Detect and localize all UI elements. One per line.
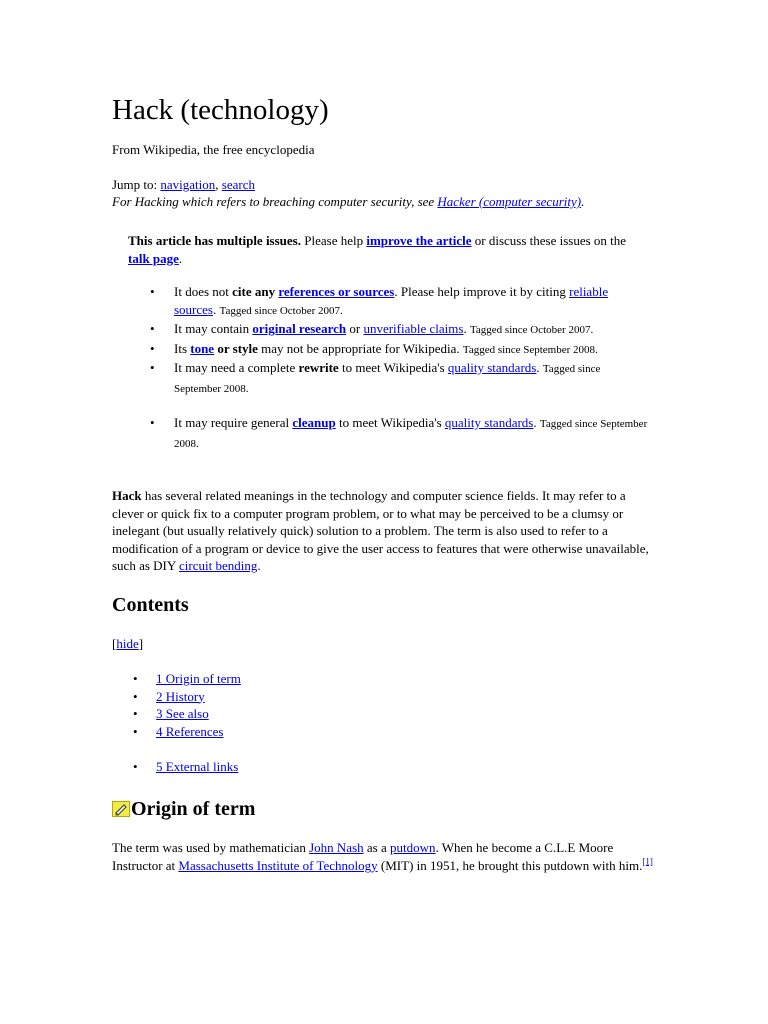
jump-to	[112, 176, 255, 194]
issues-text-1: Please help	[301, 233, 367, 248]
issue-item	[150, 340, 650, 360]
original-research-link[interactable]: original research	[252, 321, 347, 336]
quality-standards-link[interactable]: quality standards	[444, 415, 534, 430]
hatnote	[112, 193, 632, 211]
origin-text: as a	[363, 840, 390, 855]
issue-text: to meet Wikipedia's	[335, 415, 445, 430]
toc-link-history[interactable]: 2 History	[156, 688, 205, 704]
issue-bold: or style	[214, 340, 258, 356]
origin-heading-text: Origin of term	[131, 798, 256, 820]
origin-text: . When he become a C.L.E Moore Instructor at	[112, 840, 614, 873]
issue-tag: Tagged since October 2007.	[469, 324, 594, 336]
edit-icon[interactable]	[112, 798, 130, 814]
contents-heading: Contents	[112, 594, 189, 616]
issue-text: . Please help improve it by citing	[394, 284, 570, 299]
reference-1-link[interactable]: [1]	[642, 856, 653, 867]
issue-bold: rewrite	[298, 360, 339, 375]
issue-text: to meet Wikipedia's	[338, 360, 448, 375]
bracket-close: ]	[138, 636, 144, 651]
toc-item	[133, 670, 433, 688]
jump-prefix: Jump to:	[112, 177, 161, 192]
toc-item	[133, 688, 433, 706]
issue-tag: Tagged since September 2008.	[174, 418, 648, 450]
origin-heading	[112, 796, 255, 822]
issues-text-2: or discuss these issues on the	[471, 233, 627, 248]
lead-text: has several related meanings in the technology and computer science fields. It may refer to a clever or quick fix to a computer program problem, or to what may be perceived to be a clumsy or inelegant (but usually relatively quick) solution to a problem. The term is also used to refer to a modification of a program or device to give the user access to features that were otherwise unavailable, such as DIY	[112, 488, 649, 573]
hatnote-end: .	[581, 194, 585, 209]
lead-paragraph	[112, 487, 657, 575]
issue-item	[150, 414, 650, 453]
tone-link[interactable]: tone	[190, 340, 215, 356]
lead-end: .	[257, 558, 261, 573]
issue-text: It may contain	[174, 321, 253, 336]
john-nash-link[interactable]: John Nash	[309, 840, 364, 855]
issue-item	[150, 320, 650, 340]
issues-box	[128, 232, 648, 267]
issue-tag: Tagged since September 2008.	[462, 343, 598, 356]
quality-standards-link[interactable]: quality standards	[447, 360, 537, 375]
origin-paragraph	[112, 839, 657, 874]
issue-list	[150, 283, 650, 453]
references-link[interactable]: references or sources	[278, 284, 395, 299]
issue-item	[150, 283, 650, 320]
issue-text: It does not	[174, 284, 233, 299]
unverifiable-claims-link[interactable]: unverifiable claims	[363, 321, 464, 336]
issues-text-3: .	[178, 250, 183, 266]
toc-link-origin[interactable]: 1 Origin of term	[156, 671, 241, 686]
issue-tag: Tagged since September 2008.	[174, 363, 601, 395]
issue-text: It may need a complete	[174, 360, 299, 375]
toc-item	[133, 723, 433, 741]
issue-bold: cite any	[232, 284, 276, 299]
issue-text: .	[463, 321, 470, 336]
issues-heading: This article has multiple issues.	[128, 233, 301, 248]
lead-bold: Hack	[112, 488, 142, 503]
reliable-sources-link[interactable]: reliable sources	[174, 284, 609, 317]
cleanup-link[interactable]: cleanup	[292, 415, 336, 430]
putdown-link[interactable]: putdown	[390, 840, 436, 855]
circuit-bending-link[interactable]: circuit bending	[179, 558, 258, 573]
toc-item	[133, 705, 433, 723]
page-title: Hack (technology)	[112, 94, 329, 126]
navigation-link[interactable]: navigation	[160, 177, 216, 192]
issue-text: It may require general	[174, 415, 293, 430]
issue-text: or	[346, 321, 364, 336]
toc-toggle	[112, 635, 143, 653]
bracket-open: [	[112, 636, 117, 651]
issue-text: .	[533, 415, 540, 430]
origin-text: (MIT) in 1951, he brought this putdown with him.	[377, 857, 643, 873]
toc-item	[133, 758, 433, 776]
toc-link-references[interactable]: 4 References	[156, 723, 224, 739]
issue-tag: Tagged since October 2007.	[219, 304, 343, 317]
toc-link-external-links[interactable]: 5 External links	[156, 759, 239, 774]
search-link[interactable]: search	[221, 177, 255, 192]
talk-page-link[interactable]: talk page	[128, 250, 179, 266]
issue-text: .	[536, 360, 543, 375]
origin-text: The term was used by mathematician	[112, 840, 310, 855]
issue-text: may not be appropriate for Wikipedia.	[257, 340, 463, 356]
issue-item	[150, 359, 650, 398]
jump-sep: ,	[215, 177, 222, 192]
hide-toc-link[interactable]: hide	[116, 636, 139, 651]
toc-link-see-also[interactable]: 3 See also	[156, 706, 209, 721]
tagline: From Wikipedia, the free encyclopedia	[112, 142, 315, 157]
toc-list	[133, 670, 433, 776]
issue-text: .	[213, 301, 220, 317]
hatnote-text: For Hacking which refers to breaching computer security, see	[112, 194, 438, 209]
mit-link[interactable]: Massachusetts Institute of Technology	[178, 857, 378, 873]
hacker-link[interactable]: Hacker (computer security)	[437, 194, 582, 209]
improve-article-link[interactable]: improve the article	[366, 233, 472, 248]
issue-text: Its	[174, 340, 191, 356]
